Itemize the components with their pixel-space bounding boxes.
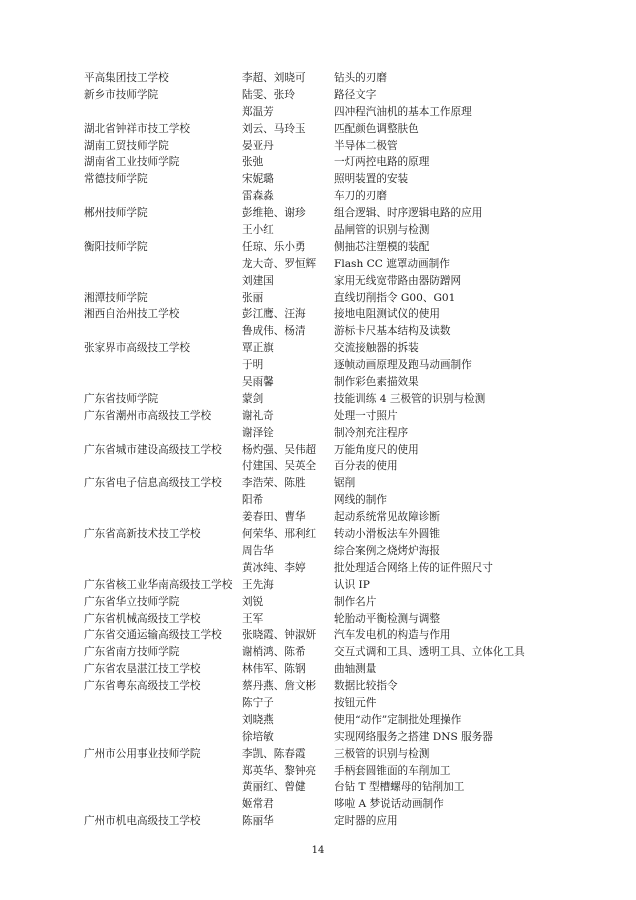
course-title: 转动小滑板法车外圆锥 xyxy=(334,528,440,541)
list-item xyxy=(84,475,544,492)
course-title: 实现网络服务之搭建 DNS 服务器 xyxy=(334,730,493,743)
list-item xyxy=(84,138,544,155)
author-names: 张丽 xyxy=(242,291,264,304)
list-item xyxy=(84,796,544,813)
school-name: 湘西自治州技工学校 xyxy=(84,308,180,321)
author-names: 李浩荣、陈胜 xyxy=(242,477,306,490)
course-title: 组合逻辑、时序逻辑电路的应用 xyxy=(334,207,483,220)
course-title: 路径文字 xyxy=(334,88,377,101)
author-names: 谢梢鸿、陈希 xyxy=(242,646,306,659)
course-title: 三极管的识别与检测 xyxy=(334,747,430,760)
course-title: 综合案例之烧烤炉海报 xyxy=(334,544,440,557)
course-title: 一灯两控电路的原理 xyxy=(334,156,430,169)
school-name xyxy=(84,458,242,475)
course-title: 照明装置的安装 xyxy=(334,173,409,186)
school-name xyxy=(84,273,242,290)
list-item xyxy=(84,391,544,408)
author-names: 刘晓燕 xyxy=(242,713,274,726)
list-item xyxy=(84,306,544,323)
course-title: 数据比较指令 xyxy=(334,680,398,693)
list-item xyxy=(84,458,544,475)
author-names: 郑温芳 xyxy=(242,105,274,118)
author-names: 刘建国 xyxy=(242,274,274,287)
author-names: 吴雨馨 xyxy=(242,376,274,389)
course-title: 台钻 T 型槽螺母的钻削加工 xyxy=(334,781,465,794)
school-name: 郴州技师学院 xyxy=(84,207,148,220)
course-title: 直线切削指令 G00、G01 xyxy=(334,291,456,304)
school-name xyxy=(84,779,242,796)
course-title: 曲轴测量 xyxy=(334,663,377,676)
course-title: 处理一寸照片 xyxy=(334,409,398,422)
author-names: 王先海 xyxy=(242,578,274,591)
list-item xyxy=(84,357,544,374)
list-item xyxy=(84,577,544,594)
list-item xyxy=(84,408,544,425)
course-title: 汽车发电机的构造与作用 xyxy=(334,629,451,642)
page-number: 14 xyxy=(311,845,325,856)
author-names: 阳希 xyxy=(242,494,264,507)
list-item xyxy=(84,526,544,543)
author-names: 王军 xyxy=(242,612,264,625)
author-names: 晏亚丹 xyxy=(242,139,274,152)
author-names: 于明 xyxy=(242,359,264,372)
course-title: 技能训练 4 三极管的识别与检测 xyxy=(334,392,486,405)
course-title: 交互式调和工具、透明工具、立体化工具 xyxy=(334,646,525,659)
author-names: 蔡丹燕、詹文彬 xyxy=(242,680,317,693)
school-name: 湖北省钟祥市技工学校 xyxy=(84,122,190,135)
course-title: 按钮元件 xyxy=(334,696,377,709)
list-item xyxy=(84,239,544,256)
author-names: 付建国、吴英全 xyxy=(242,460,317,473)
course-title: 制作彩色素描效果 xyxy=(334,376,419,389)
school-name xyxy=(84,509,242,526)
author-names: 任琼、乐小勇 xyxy=(242,240,306,253)
author-names: 覃正旗 xyxy=(242,342,274,355)
course-title: 匹配颜色调整肤色 xyxy=(334,122,419,135)
school-name: 广东省机械高级技工学校 xyxy=(84,612,201,625)
list-item xyxy=(84,644,544,661)
school-name xyxy=(84,323,242,340)
list-item xyxy=(84,104,544,121)
school-name xyxy=(84,357,242,374)
list-item xyxy=(84,70,544,87)
school-name xyxy=(84,695,242,712)
list-item xyxy=(84,171,544,188)
course-title: 接地电阻测试仪的使用 xyxy=(334,308,440,321)
list-item xyxy=(84,121,544,138)
school-name: 广东省核工业华南高级技工学校 xyxy=(84,578,233,591)
school-name xyxy=(84,763,242,780)
course-title: 晶闸管的识别与检测 xyxy=(334,224,430,237)
course-title: 网线的制作 xyxy=(334,494,387,507)
author-names: 陈宁子 xyxy=(242,696,274,709)
school-name: 张家界市高级技工学校 xyxy=(84,342,190,355)
school-name: 衡阳技师学院 xyxy=(84,240,148,253)
course-title: 哆啦 A 梦说话动画制作 xyxy=(334,798,444,811)
course-title: 手柄套圆锥面的车削加工 xyxy=(334,764,451,777)
school-name xyxy=(84,560,242,577)
author-names: 李凯、陈春霞 xyxy=(242,747,306,760)
author-names: 刘云、马玲玉 xyxy=(242,122,306,135)
school-name xyxy=(84,104,242,121)
school-name: 广东省技师学院 xyxy=(84,392,159,405)
school-name xyxy=(84,543,242,560)
school-name: 广东省华立技师学院 xyxy=(84,595,180,608)
author-names: 黄冰纯、李婷 xyxy=(242,561,306,574)
school-name: 广东省农垦湛江技工学校 xyxy=(84,663,201,676)
list-item xyxy=(84,543,544,560)
list-item xyxy=(84,492,544,509)
author-names: 宋妮璐 xyxy=(242,173,274,186)
course-title: 百分表的使用 xyxy=(334,460,398,473)
list-item xyxy=(84,560,544,577)
list-item xyxy=(84,290,544,307)
school-name: 广东省电子信息高级技工学校 xyxy=(84,477,222,490)
author-names: 蒙剑 xyxy=(242,392,264,405)
school-name: 湖南工贸技师学院 xyxy=(84,139,169,152)
school-name: 广州市公用事业技师学院 xyxy=(84,747,201,760)
course-title: 起动系统常见故障诊断 xyxy=(334,511,440,524)
author-names: 彭江鹰、汪海 xyxy=(242,308,306,321)
school-name xyxy=(84,374,242,391)
author-names: 雷森淼 xyxy=(242,190,274,203)
course-title: 万能角度尺的使用 xyxy=(334,443,419,456)
school-name xyxy=(84,256,242,273)
list-item xyxy=(84,678,544,695)
list-item xyxy=(84,442,544,459)
author-names: 谢礼奇 xyxy=(242,409,274,422)
author-names: 姜春田、曹华 xyxy=(242,511,306,524)
course-title: 使用“动作”定制批处理操作 xyxy=(334,713,462,726)
author-names: 张晓霞、钟淑妍 xyxy=(242,629,317,642)
course-title: 逐帧动画原理及跑马动画制作 xyxy=(334,359,472,372)
list-item xyxy=(84,222,544,239)
course-title: 认识 IP xyxy=(334,578,370,591)
list-item xyxy=(84,205,544,222)
course-title: 车刀的刃磨 xyxy=(334,190,387,203)
list-item xyxy=(84,712,544,729)
school-name: 湖南省工业技师学院 xyxy=(84,156,180,169)
list-item xyxy=(84,509,544,526)
course-title: 制冷剂充注程序 xyxy=(334,426,409,439)
list-item xyxy=(84,374,544,391)
course-title: Flash CC 遮罩动画制作 xyxy=(334,257,450,270)
author-names: 彭维艳、谢珍 xyxy=(242,207,306,220)
list-item xyxy=(84,779,544,796)
course-title: 侧抽芯注塑模的装配 xyxy=(334,240,430,253)
school-name xyxy=(84,425,242,442)
author-names: 龙大奇、罗恒辉 xyxy=(242,257,317,270)
course-title: 半导体二极管 xyxy=(334,139,398,152)
author-names: 刘锐 xyxy=(242,595,264,608)
school-name xyxy=(84,712,242,729)
school-name: 广州市机电高级技工学校 xyxy=(84,815,201,828)
author-names: 谢泽铨 xyxy=(242,426,274,439)
list-item xyxy=(84,188,544,205)
list-item xyxy=(84,340,544,357)
author-names: 姬常君 xyxy=(242,798,274,811)
author-names: 李超、刘晓可 xyxy=(242,72,306,84)
course-title: 交流接触器的拆装 xyxy=(334,342,419,355)
author-names: 张弛 xyxy=(242,156,264,169)
school-name: 广东省潮州市高级技工学校 xyxy=(84,409,212,422)
author-names: 杨灼强、吴伟超 xyxy=(242,443,317,456)
author-names: 陈丽华 xyxy=(242,815,274,828)
school-name: 广东省南方技师学院 xyxy=(84,646,180,659)
list-item xyxy=(84,323,544,340)
school-name: 湘潭技师学院 xyxy=(84,291,148,304)
author-names: 鲁成伟、杨清 xyxy=(242,325,306,338)
list-item xyxy=(84,154,544,171)
author-names: 王小红 xyxy=(242,224,274,237)
list-item xyxy=(84,695,544,712)
course-title: 锯削 xyxy=(334,477,356,490)
school-name xyxy=(84,188,242,205)
list-item xyxy=(84,627,544,644)
school-name: 常德技师学院 xyxy=(84,173,148,186)
school-name xyxy=(84,492,242,509)
list-item xyxy=(84,594,544,611)
list-item xyxy=(84,273,544,290)
school-name xyxy=(84,729,242,746)
list-item xyxy=(84,256,544,273)
author-names: 黄丽红、曾健 xyxy=(242,781,306,794)
author-names: 何荣华、邢利红 xyxy=(242,528,317,541)
course-title: 游标卡尺基本结构及读数 xyxy=(334,325,451,338)
course-title: 钻头的刃磨 xyxy=(334,72,387,84)
school-name: 广东省城市建设高级技工学校 xyxy=(84,443,222,456)
list-item xyxy=(84,746,544,763)
author-names: 周告华 xyxy=(242,544,274,557)
school-name: 广东省粤东高级技工学校 xyxy=(84,680,201,693)
author-names: 陆雯、张玲 xyxy=(242,88,295,101)
school-name: 平高集团技工学校 xyxy=(84,72,169,84)
course-title: 制作名片 xyxy=(334,595,377,608)
course-title: 四冲程汽油机的基本工作原理 xyxy=(334,105,472,118)
course-title: 定时器的应用 xyxy=(334,815,398,828)
author-names: 林伟军、陈钢 xyxy=(242,663,306,676)
course-title: 家用无线宽带路由器防蹭网 xyxy=(334,274,462,287)
school-name: 新乡市技师学院 xyxy=(84,88,159,101)
list-item xyxy=(84,813,544,830)
list-item xyxy=(84,611,544,628)
course-title: 轮胎动平衡检测与调整 xyxy=(334,612,440,625)
list-item xyxy=(84,425,544,442)
author-names: 徐培敏 xyxy=(242,730,274,743)
school-name: 广东省交通运输高级技工学校 xyxy=(84,629,222,642)
list-item xyxy=(84,661,544,678)
school-name: 广东省高新技术技工学校 xyxy=(84,528,201,541)
school-name xyxy=(84,222,242,239)
school-name xyxy=(84,796,242,813)
list-item xyxy=(84,87,544,104)
list-item xyxy=(84,763,544,780)
entry-list xyxy=(84,70,544,830)
course-title: 批处理适合网络上传的证件照尺寸 xyxy=(334,561,493,574)
author-names: 郑英华、黎钟亮 xyxy=(242,764,317,777)
list-item xyxy=(84,729,544,746)
